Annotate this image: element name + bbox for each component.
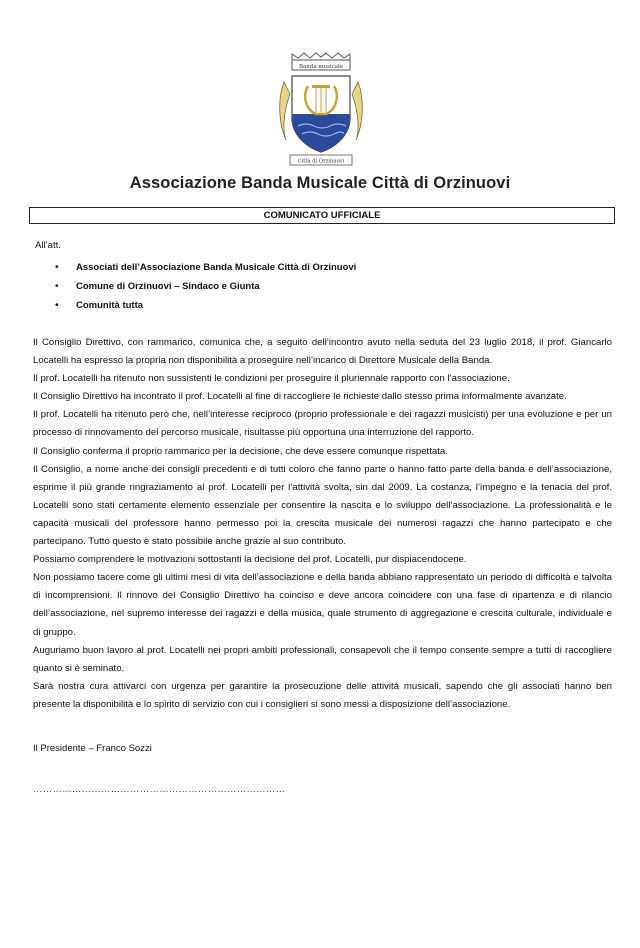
organization-title: Associazione Banda Musicale Città di Orzinuovi xyxy=(129,174,511,192)
paragraph: Il prof. Locatelli ha ritenuto però che, nell’interesse reciproco (proprio professionale e dei ragazzi musicisti) per una evoluzione e per un processo di rinnovamento del percorso musicale, risultasse più opportuna una interruzione del rapporto. xyxy=(33,409,612,439)
crest-left-scroll xyxy=(280,82,290,140)
paragraph: Il prof. Locatelli ha ritenuto non sussistenti le condizioni per proseguire il pluriennale rapporto con l’associazione. xyxy=(33,373,510,385)
crest-right-scroll xyxy=(352,82,362,140)
recipient-item xyxy=(55,300,356,319)
crest-text-top: Banda musicale xyxy=(298,64,344,70)
crest-ribbon xyxy=(290,155,352,165)
bullet-icon: • xyxy=(55,262,59,273)
bullet-icon: • xyxy=(55,281,59,292)
recipient-item xyxy=(55,281,356,300)
president-signature: Il Presidente – Franco Sozzi xyxy=(33,743,152,754)
salutation: All’att. xyxy=(35,240,61,251)
bullet-icon: • xyxy=(55,300,59,311)
paragraph: Il Consiglio Direttivo, con rammarico, comunica che, a seguito dell’incontro avuto nella seduta del 23 luglio 2018, il prof. Giancarlo Locatelli ha espresso la propria non disponibilità a proseguire nell’incarico di Direttore Musicale della Banda. xyxy=(33,337,612,367)
recipient-text: Comune di Orzinuovi – Sindaco e Giunta xyxy=(76,281,260,292)
recipient-text: Comunità tutta xyxy=(76,300,144,311)
paragraph: Sarà nostra cura attivarci con urgenza per garantire la prosecuzione delle attività musicali, sapendo che gli associati hanno ben presente la disponibilità e lo spirito di servizio con cui i consiglieri si sono messi a disposizione dell’associazione. xyxy=(33,680,612,710)
paragraph: Auguriamo buon lavoro al prof. Locatelli nei propri ambiti professionali, consapevoli che il tempo consente sempre a tutti di raccogliere quanto si è seminato. xyxy=(33,644,612,674)
paragraph: Non possiamo tacere come gli ultimi mesi di vita dell’associazione e della banda abbiano rappresentato un periodo di difficoltà e talvolta di incomprensioni. Il rinnovo del Consiglio Direttivo ha coinciso e deve ancora coincidere con una fase di ripartenza e di rilancio dell’associazione, nel supremo interesse dei ragazzi e della musica, quale strumento di aggregazione e crescita culturale, individuale e di gruppo. xyxy=(33,572,612,638)
paragraph: Il Consiglio Direttivo ha incontrato il prof. Locatelli al fine di raccogliere le richieste dallo stesso prima informalmente avanzate. xyxy=(33,391,567,403)
notice-heading-box xyxy=(29,207,615,224)
paragraph: Possiamo comprendere le motivazioni sottostanti la decisione del prof. Locatelli, pur dispiacendocene. xyxy=(33,554,467,566)
paragraph: Il Consiglio conferma il proprio rammarico per la decisione, che deve essere comunque rispettata. xyxy=(33,445,448,457)
crest-crown xyxy=(292,53,350,70)
notice-heading: COMUNICATO UFFICIALE xyxy=(263,210,381,221)
communique-body xyxy=(33,334,612,714)
paragraph: Il Consiglio, a nome anche dei consigli precedenti e di tutti coloro che fanno parte o hanno fatto parte della banda e dell’associazione, esprime il più grande ringraziamento al prof. Locatelli per l’attività svolta, sin dal 2009. La costanza, l’impegno e la tenacia del prof. Locatelli sono stati certamente elemento essenziale per consentire la nascita e lo sviluppo dell’associazione. La professionalità e le capacità musicali del professore hanno permesso poi la crescita musicale dei numerosi ragazzi che hanno partecipato e che partecipano. Tutto questo è stato possibile anche grazie al suo contributo. xyxy=(33,463,612,548)
crest-blue-field xyxy=(292,114,350,152)
recipient-item xyxy=(55,262,356,281)
association-crest-logo xyxy=(276,52,366,170)
crest-text-bottom: Città di Orzinuovi xyxy=(297,158,345,165)
recipients-list xyxy=(55,262,356,319)
signature-line: …………………………………………………………………… xyxy=(33,784,286,795)
recipient-text: Associati dell’Associazione Banda Musicale Città di Orzinuovi xyxy=(76,262,357,273)
